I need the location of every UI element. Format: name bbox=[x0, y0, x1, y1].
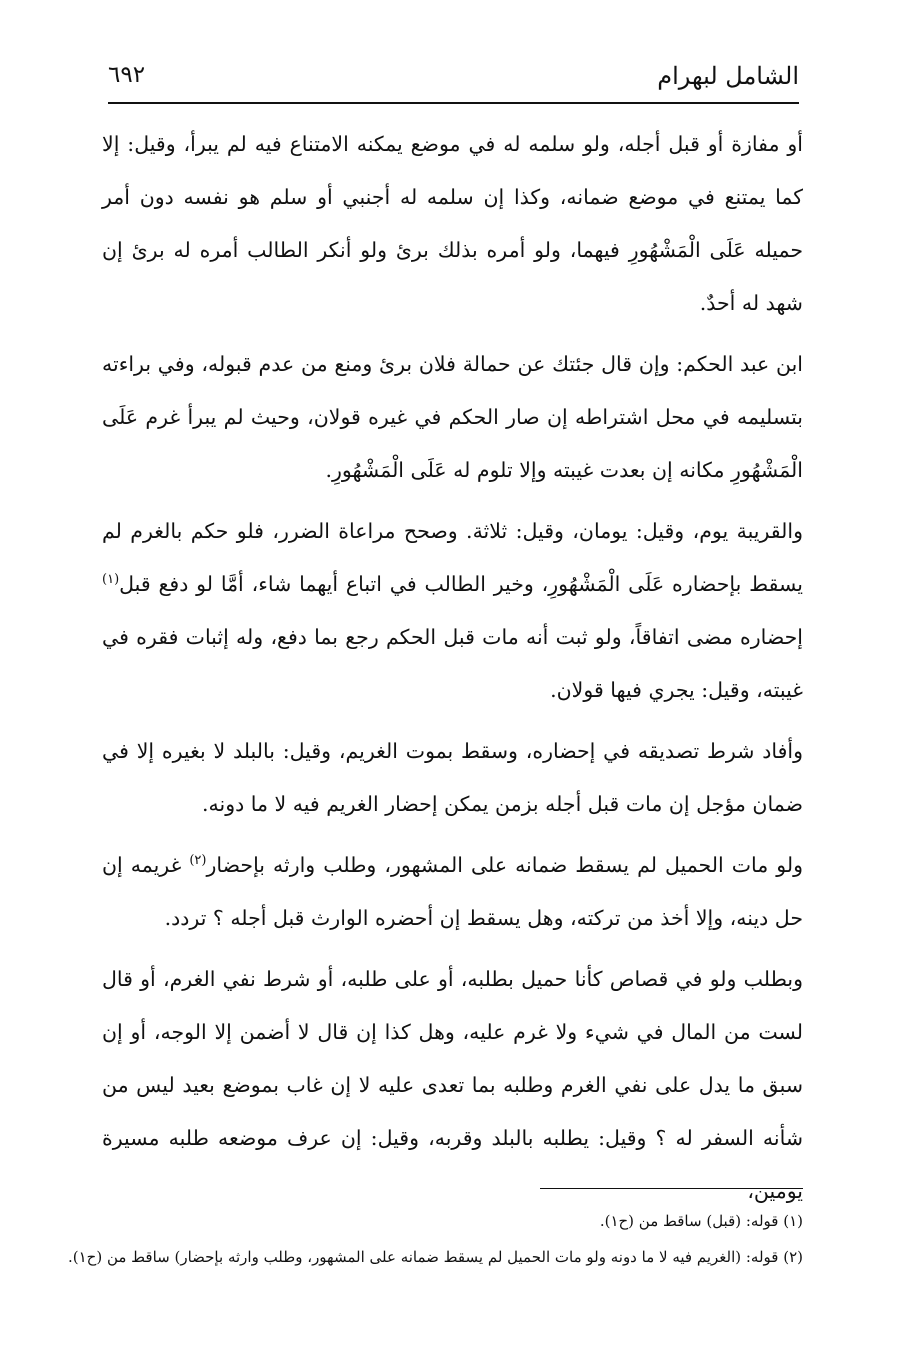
paragraph: ابن عبد الحكم: وإن قال جئتك عن حمالة فلان برئ ومنع من عدم قبوله، وفي براءته بتسليمه في محل اشتراطه إن صار الحكم في غيره قولان، وحيث لم يبرأ غرم عَلَى الْمَشْهُورِ مكانه إن بعدت غيبته وإلا تلوم له عَلَى الْمَشْهُورِ. bbox=[102, 352, 803, 482]
footnote: (٢) قوله: (الغريم فيه لا ما دونه ولو مات الحميل لم يسقط ضمانه على المشهور، وطلب وارثه بإحضار) ساقط من (ح١). bbox=[67, 1248, 803, 1266]
running-header bbox=[108, 58, 799, 104]
main-text bbox=[102, 118, 803, 1226]
paragraph: وأفاد شرط تصديقه في إحضاره، وسقط بموت الغريم، وقيل: بالبلد لا بغيره إلا في ضمان مؤجل إن مات قبل أجله بزمن يمكن إحضار الغريم فيه لا ما دونه. bbox=[102, 739, 803, 816]
footnote-divider bbox=[540, 1188, 803, 1189]
paragraph: ولو مات الحميل لم يسقط ضمانه على المشهور، وطلب وارثه بإحضار$^{(٢)}$ غريمه إن حل دينه، وإلا أخذ من تركته، وهل يسقط إن أحضره الوارث قبل أجله ؟ تردد. bbox=[102, 853, 803, 930]
footnote-mark: (٢) bbox=[189, 853, 207, 869]
paragraph: أو مفازة أو قبل أجله، ولو سلمه له في موضع يمكنه الامتناع فيه لم يبرأ، وقيل: إلا كما يمتنع في موضع ضمانه، وكذا إن سلمه له أجنبي أو سلم هو نفسه دون أمر حميله عَلَى الْمَشْهُورِ فيهما، ولو أمره بذلك برئ ولو أنكر الطالب أمره له برئ إن شهد له أحدٌ. bbox=[102, 132, 803, 315]
footnotes bbox=[67, 1203, 803, 1275]
page-number: ٦٩٢ bbox=[108, 62, 146, 88]
footnote: (١) قوله: (قبل) ساقط من (ح١). bbox=[599, 1212, 803, 1230]
footnote-mark: (١) bbox=[102, 572, 120, 588]
paragraph: وبطلب ولو في قصاص كأنا حميل بطلبه، أو على طلبه، أو شرط نفي الغرم، أو قال لست من المال في شيء ولا غرم عليه، وهل كذا إن قال لا أضمن إلا الوجه، أو إن سبق ما يدل على نفي الغرم وطلبه بما تعدى عليه لا إن غاب بموضع بعيد ليس من شأنه السفر له ؟ وقيل: يطلبه بالبلد وقربه، وقيل: إن عرف موضعه طلبه مسيرة يومين، bbox=[102, 967, 803, 1203]
paragraph: والقريبة يوم، وقيل: يومان، وقيل: ثلاثة. وصحح مراعاة الضرر، فلو حكم بالغرم لم يسقط بإحضاره عَلَى الْمَشْهُورِ، وخير الطالب في اتباع أيهما شاء، أمَّا لو دفع قبل$^{(١)}$ إحضاره مضى اتفاقاً، ولو ثبت أنه مات قبل الحكم رجع بما دفع، وله إثبات فقره في غيبته، وقيل: يجري فيها قولان. bbox=[102, 519, 803, 702]
running-title: الشامل لبهرام bbox=[657, 62, 799, 90]
